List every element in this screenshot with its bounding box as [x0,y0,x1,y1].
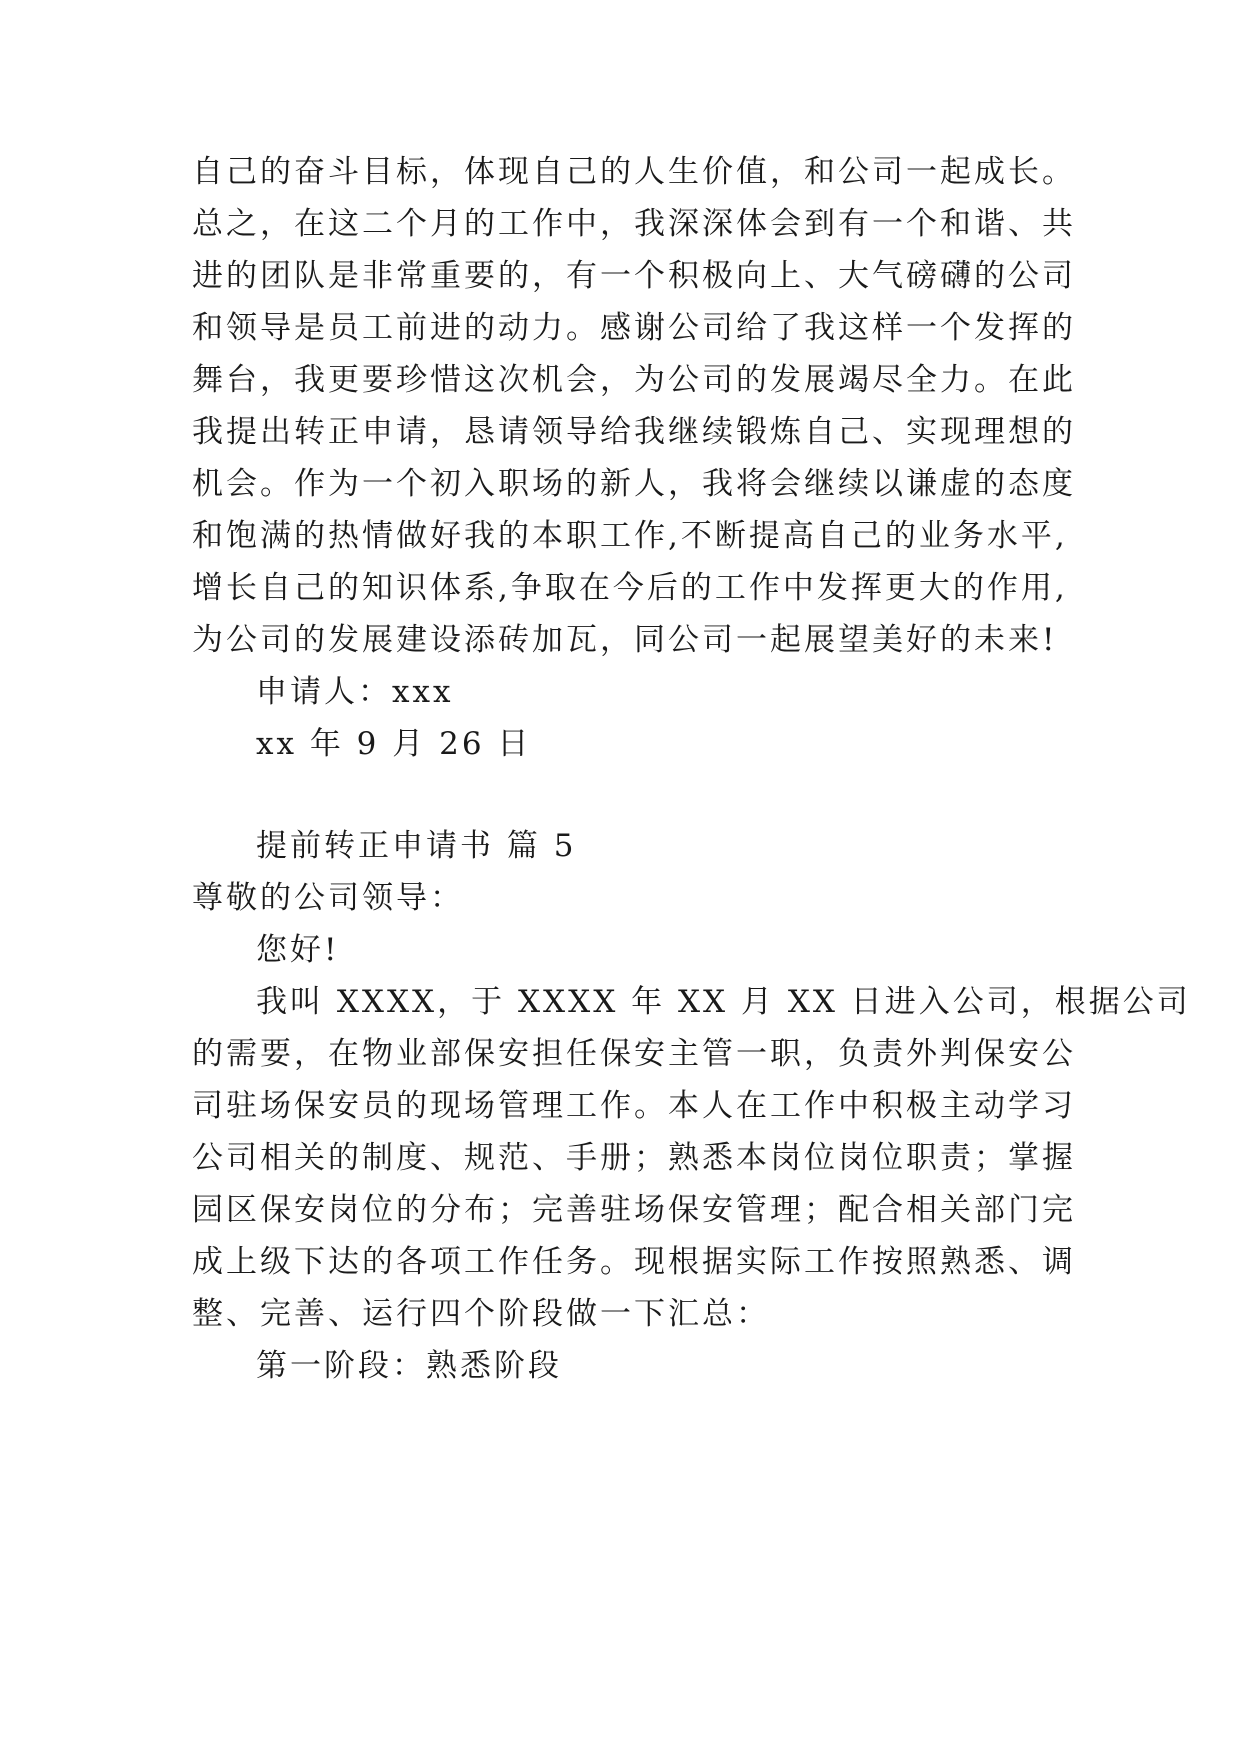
paragraph-line: 自己的奋斗目标，体现自己的人生价值，和公司一起成长。 [192,154,1076,190]
paragraph-line: 公司相关的制度、规范、手册；熟悉本岗位岗位职责；掌握 [192,1140,1076,1176]
applicant-signature: 申请人：xxx [256,674,454,710]
paragraph-line: 为公司的发展建设添砖加瓦，同公司一起展望美好的未来! [192,622,1058,658]
signature-date: xx 年 9 月 26 日 [256,726,532,762]
greeting: 您好! [256,932,340,968]
paragraph-line: 总之，在这二个月的工作中，我深深体会到有一个和谐、共 [192,206,1076,242]
paragraph-line: 和饱满的热情做好我的本职工作,不断提高自己的业务水平, [192,518,1068,554]
section-title: 提前转正申请书 篇 5 [256,828,577,864]
paragraph-line: 舞台，我更要珍惜这次机会，为公司的发展竭尽全力。在此 [192,362,1076,398]
paragraph-line: 园区保安岗位的分布；完善驻场保安管理；配合相关部门完 [192,1192,1076,1228]
paragraph-line: 我叫 XXXX，于 XXXX 年 XX 月 XX 日进入公司，根据公司 [256,984,1191,1020]
paragraph-line: 司驻场保安员的现场管理工作。本人在工作中积极主动学习 [192,1088,1076,1124]
paragraph-line: 的需要，在物业部保安担任保安主管一职，负责外判保安公 [192,1036,1076,1072]
paragraph-line: 进的团队是非常重要的，有一个积极向上、大气磅礴的公司 [192,258,1076,294]
salutation: 尊敬的公司领导： [192,880,464,916]
paragraph-line: 整、完善、运行四个阶段做一下汇总： [192,1296,770,1332]
stage-heading: 第一阶段：熟悉阶段 [256,1348,562,1384]
paragraph-line: 机会。作为一个初入职场的新人，我将会继续以谦虚的态度 [192,466,1076,502]
paragraph-line: 和领导是员工前进的动力。感谢公司给了我这样一个发挥的 [192,310,1076,346]
paragraph-line: 增长自己的知识体系,争取在今后的工作中发挥更大的作用, [192,570,1068,606]
paragraph-line: 我提出转正申请，恳请领导给我继续锻炼自己、实现理想的 [192,414,1076,450]
paragraph-line: 成上级下达的各项工作任务。现根据实际工作按照熟悉、调 [192,1244,1076,1280]
